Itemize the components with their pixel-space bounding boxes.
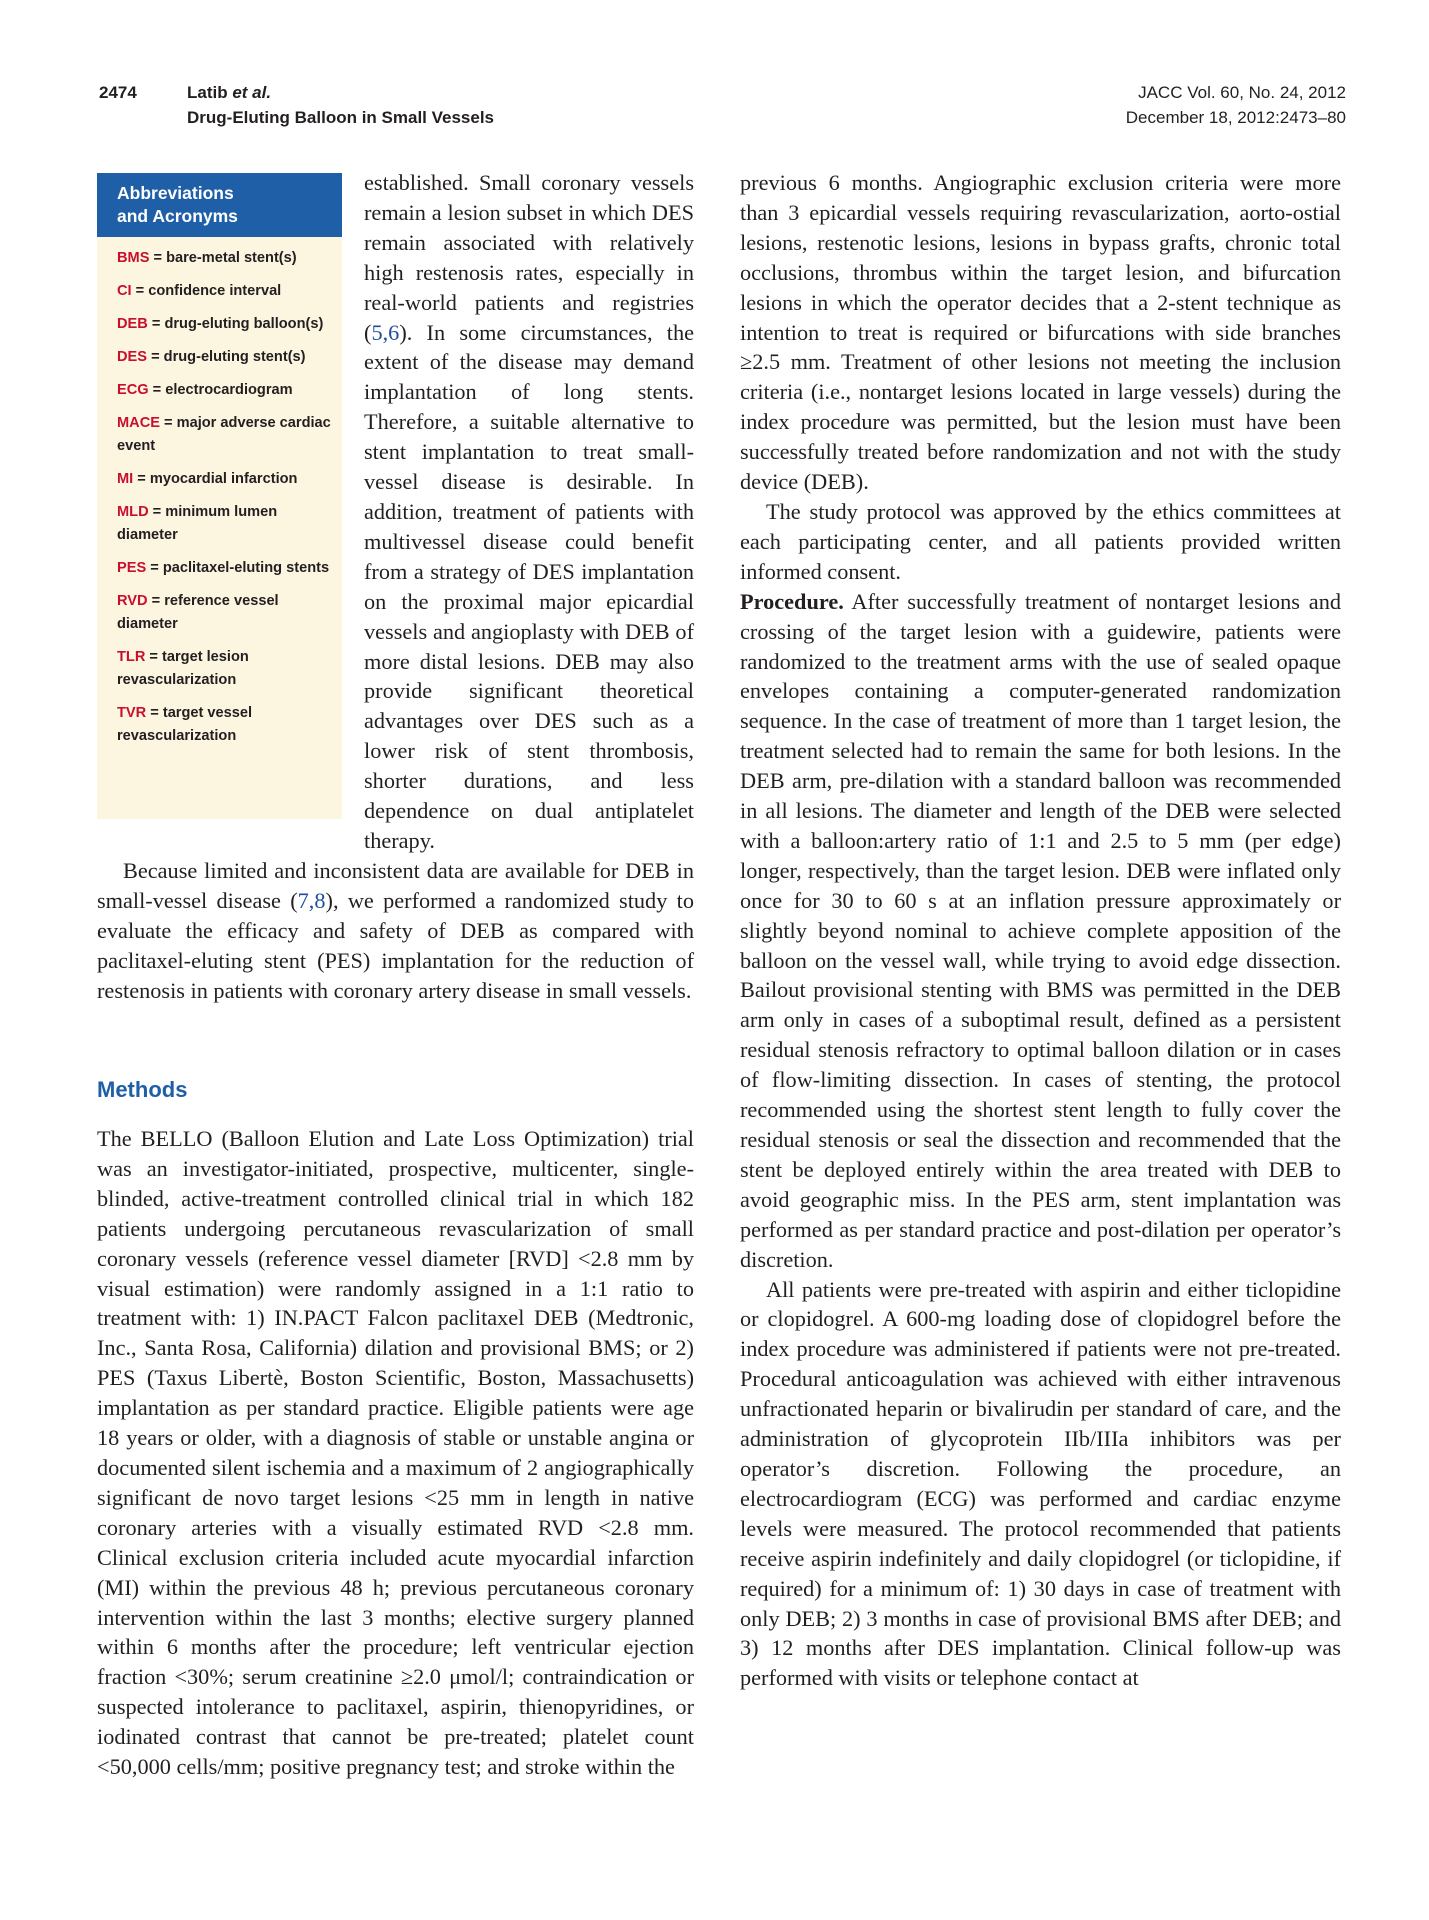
abbreviation-definition: myocardial infarction — [149, 471, 298, 487]
aim-text: ), we performed a randomized study to evaluate the efficacy and safety of DEB as compared with paclitaxel-eluting stent (PES) implantation for the reduction of restenosis in patients with coronary artery disease in small vessels. — [97, 887, 694, 1003]
header-authors: Latib — [187, 83, 233, 102]
abbreviation-term: CI — [117, 283, 132, 299]
abbreviation-item: RVD = reference vessel diameter — [117, 593, 279, 632]
methods-column — [97, 1124, 694, 1782]
header-running-title: Drug-Eluting Balloon in Small Vessels — [187, 108, 495, 127]
abbreviation-term: MACE — [117, 415, 160, 431]
citation-link[interactable]: 5,6 — [371, 319, 400, 345]
abbreviation-definition: minimum lumen diameter — [117, 504, 278, 543]
abbreviation-item: MI = myocardial infarction — [117, 471, 298, 487]
abbreviation-item: MACE = major adverse cardiac event — [117, 415, 331, 454]
journal-date-pages: December 18, 2012:2473–80 — [1125, 108, 1346, 127]
abbreviation-term: TLR — [117, 649, 146, 665]
intro-text: established. Small coronary vessels remain a lesion subset in which DES remain associated with relatively high restenosis rates, especially in real-world patients and registries ( — [364, 170, 694, 345]
abbreviation-definition: electrocardiogram — [165, 382, 293, 398]
procedure-paragraph — [740, 587, 1341, 1275]
abbreviations-title-line2: and Acronyms — [117, 206, 238, 226]
right-column — [740, 168, 1341, 1693]
abbreviation-term: MI — [117, 471, 134, 487]
abbreviation-item: TLR = target lesion revascularization — [117, 649, 249, 688]
abbreviation-definition: major adverse cardiac event — [117, 415, 331, 454]
aim-text: Because limited and inconsistent data are available for DEB in small-vessel disease ( — [97, 858, 694, 913]
pretreatment-paragraph: All patients were pre-treated with aspirin and either ticlopidine or clopidogrel. A 600-mg loading dose of clopidogrel before the index procedure was administered if patients were not pre-treated. Procedural anticoagulation was achieved with either intravenous unfractionated heparin or bivalirudin per standard of care, and the administration of glycoprotein IIb/IIIa inhibitors was per operator’s discretion. Following the procedure, an electrocardiogram (ECG) was performed and cardiac enzyme levels were measured. The protocol recommended that patients receive aspirin indefinitely and daily clopidogrel (or ticlopidine, if required) for a minimum of: 1) 30 days in case of treatment with only DEB; 2) 3 months in case of provisional BMS after DEB; and 3) 12 months after DES implantation. Clinical follow-up was performed with visits or telephone contact at — [740, 1276, 1341, 1691]
exclusion-paragraph: previous 6 months. Angiographic exclusion criteria were more than 3 epicardial vessels requiring revascularization, aorto-ostial lesions, restenotic lesions, lesions in bypass grafts, chronic total occlusions, thrombus within the target lesion, and bifurcation lesions in which the operator decides that a 2-stent technique as intention to treat is required or bifurcations with side branches ≥2.5 mm. Treatment of other lesions not meeting the inclusion criteria (i.e., nontarget lesions located in large vessels) during the index procedure was permitted, but the lesion must have been successfully treated before randomization and not with the study device (DEB). — [740, 170, 1341, 495]
procedure-heading: Procedure. — [740, 588, 844, 614]
abbreviation-item: BMS = bare-metal stent(s) — [117, 250, 297, 266]
abbreviation-definition: target lesion revascularization — [117, 649, 249, 688]
abbreviation-item: DES = drug-eluting stent(s) — [117, 349, 306, 365]
journal-citation — [1126, 80, 1346, 130]
abbreviation-definition: drug-eluting stent(s) — [163, 349, 306, 365]
running-header — [187, 80, 494, 130]
header-etal: et al. — [232, 83, 272, 102]
abbreviation-item: MLD = minimum lumen diameter — [117, 504, 278, 543]
abbreviation-definition: reference vessel diameter — [117, 593, 279, 632]
abbreviation-term: MLD — [117, 504, 149, 520]
abbreviation-item: ECG = electrocardiogram — [117, 382, 293, 398]
abbreviation-item: CI = confidence interval — [117, 283, 282, 299]
abbreviations-title — [97, 173, 342, 237]
intro-paragraph — [364, 168, 694, 856]
abbreviation-definition: bare-metal stent(s) — [166, 250, 297, 266]
abbreviation-definition: confidence interval — [148, 283, 282, 299]
intro-text: ). In some circumstances, the extent of the disease may demand implantation of long stents. Therefore, a suitable alternative to stent implantation to treat small-vessel disease is desirable. In addition, treatment of patients with multivessel disease could benefit from a strategy of DES implantation on the proximal major epicardial vessels and angioplasty with DEB of more distal lesions. DEB may also provide significant theoretical advantages over DES such as a lower risk of stent thrombosis, shorter durations, and less dependence on dual antiplatelet therapy. — [364, 319, 694, 853]
abbreviation-definition: paclitaxel-eluting stents — [162, 560, 330, 576]
abbreviation-term: TVR — [117, 705, 147, 721]
abbreviation-item: PES = paclitaxel-eluting stents — [117, 560, 330, 576]
abbreviation-term: DEB — [117, 316, 148, 332]
abbreviation-definition: drug-eluting balloon(s) — [164, 316, 324, 332]
section-heading-methods: Methods — [97, 1077, 188, 1102]
methods-paragraph: The BELLO (Balloon Elution and Late Loss Optimization) trial was an investigator-initiated, prospective, multicenter, single-blinded, active-treatment controlled clinical trial in which 182 patients undergoing percutaneous revascularization of small coronary vessels (reference vessel diameter [RVD] <2.8 mm by visual estimation) were randomly assigned in a 1:1 ratio to treatment with: 1) IN.PACT Falcon paclitaxel DEB (Medtronic, Inc., Santa Rosa, California) dilation and provisional BMS; or 2) PES (Taxus Libertè, Boston Scientific, Boston, Massachusetts) implantation as per standard practice. Eligible patients were age 18 years or older, with a diagnosis of stable or unstable angina or documented silent ischemia and a maximum of 2 angiographically significant de novo target lesions <25 mm in length in native coronary arteries with a visually estimated RVD <2.8 mm. Clinical exclusion criteria included acute myocardial infarction (MI) within the previous 48 h; previous percutaneous coronary intervention within the last 3 months; elective surgery planned within 6 months after the procedure; left ventricular ejection fraction <30%; serum creatinine ≥2.0 μmol/l; contraindication or suspected intolerance to paclitaxel, aspirin, thienopyridines, or iodinated contrast that cannot be pre-treated; platelet count <50,000 cells/mm; positive pregnancy test; and stroke within the — [97, 1126, 694, 1780]
abbreviation-term: DES — [117, 349, 148, 365]
abbreviations-box — [97, 173, 342, 819]
abbreviation-term: BMS — [117, 250, 150, 266]
abbreviations-title-line1: Abbreviations — [117, 183, 234, 203]
abbreviation-term: RVD — [117, 593, 148, 609]
procedure-text: After successfully treatment of nontarget lesions and crossing of the target lesion with a guidewire, patients were randomized to the treatment arms with the use of sealed opaque envelopes containing a computer-generated randomization sequence. In the case of treatment of more than 1 target lesion, the treatment selected had to remain the same for both lesions. In the DEB arm, pre-dilation with a standard balloon was recommended in all lesions. The diameter and length of the DEB were selected with a balloon:artery ratio of 1:1 and 2.5 to 5 mm (per edge) longer, respectively, than the target lesion. DEB were inflated only once for 30 to 60 s at an inflation pressure approximately or slightly beyond nominal to achieve complete apposition of the balloon on the vessel wall, while trying to avoid edge dissection. Bailout provisional stenting with BMS was permitted in the DEB arm only in cases of a suboptimal result, defined as a persistent residual stenosis refractory to optimal balloon dilation or in cases of flow-limiting dissection. In cases of stenting, the protocol recommended using the shortest stent length to fully cover the residual stenosis or seal the dissection and recommended that the stent be deployed entirely within the area treated with DEB to avoid geographic miss. In the PES arm, stent implantation was performed as per standard practice and post-dilation per operator’s discretion. — [740, 588, 1341, 1272]
abbreviation-term: PES — [117, 560, 147, 576]
ethics-paragraph: The study protocol was approved by the ethics committees at each participating center, and all patients provided written informed consent. — [740, 498, 1341, 584]
aim-paragraph — [97, 856, 694, 1006]
abbreviations-list — [97, 237, 342, 748]
abbreviation-item: DEB = drug-eluting balloon(s) — [117, 316, 324, 332]
abbreviation-item: TVR = target vessel revascularization — [117, 705, 253, 744]
intro-aim-paragraph — [97, 856, 694, 1006]
citation-link[interactable]: 7,8 — [297, 887, 326, 913]
abbreviation-term: ECG — [117, 382, 149, 398]
journal-volume: JACC Vol. 60, No. 24, 2012 — [1138, 83, 1346, 102]
abbreviation-definition: target vessel revascularization — [117, 705, 253, 744]
intro-text-continued — [364, 168, 694, 856]
page-number: 2474 — [99, 83, 137, 102]
